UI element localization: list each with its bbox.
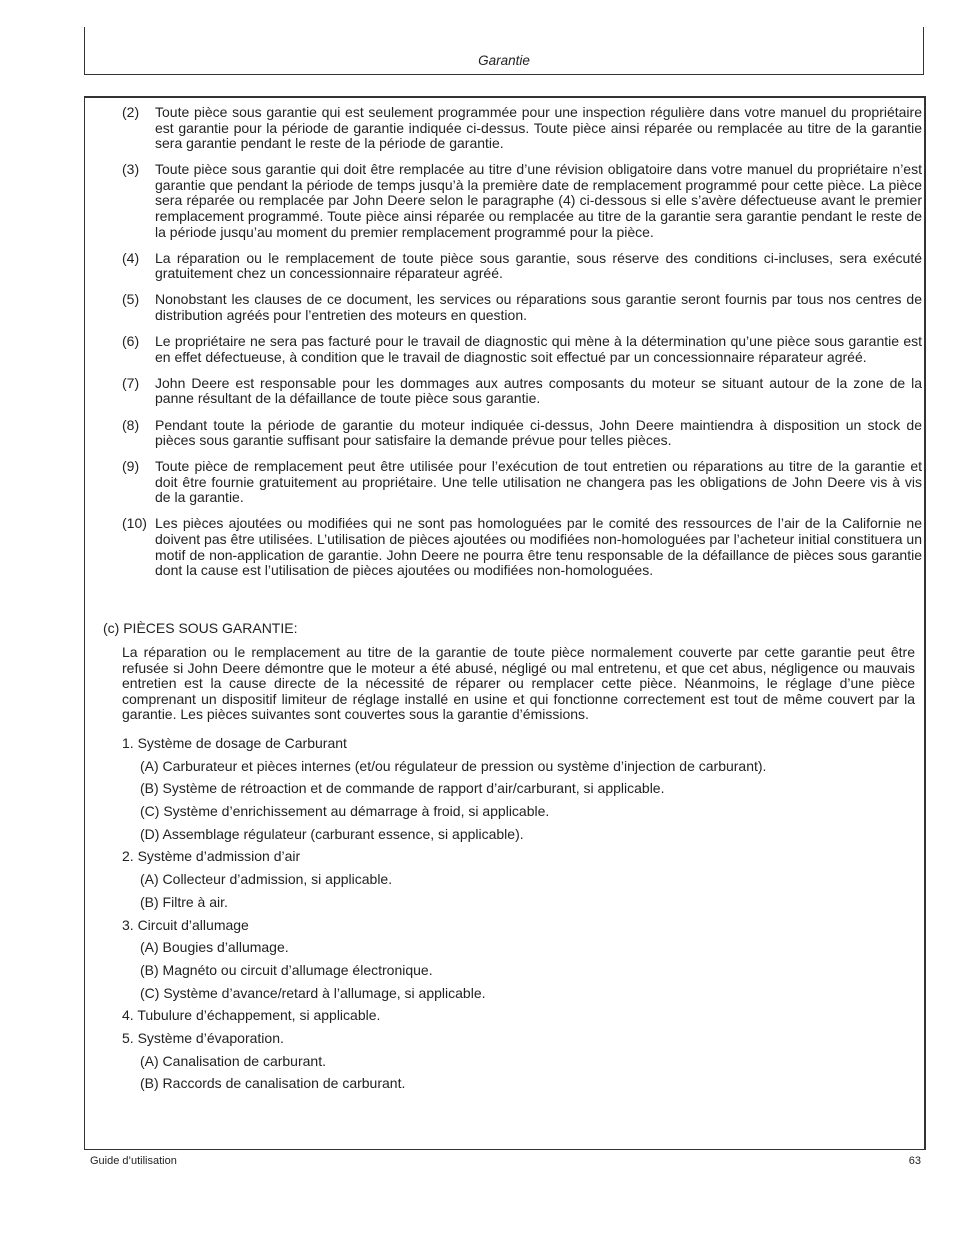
footer-guide-title: Guide d’utilisation <box>90 1155 177 1167</box>
page-title: Garantie <box>478 53 530 68</box>
parts-list-subitem: (B) Raccords de canalisation de carburant. <box>140 1075 406 1092</box>
parts-list-item: 2. Système d’admission d’air <box>122 848 301 865</box>
list-item <box>122 516 922 578</box>
section-paragraph: La réparation ou le remplacement au titre de la garantie de toute pièce normalement couverte par cette garantie peut être refusée si John Deere démontre que le moteur a été abusé, négligé ou mal entretenu, et que cet abus, négligence ou mauvais entretien est la cause directe de la nécessité de réparer ou remplacer cette pièce. Néanmoins, le réglage d’une pièce comprenant un dispositif limiteur de réglage installé en usine et qui fonctionne correctement est tout de même couvert par la garantie. Les pièces suivantes sont couvertes sous la garantie d’émissions. <box>122 644 915 722</box>
parts-list-subitem: (B) Filtre à air. <box>140 893 228 910</box>
item-number: (10) <box>122 515 147 532</box>
section-heading: (c) PIÈCES SOUS GARANTIE: <box>103 620 298 636</box>
item-text: La réparation ou le remplacement de toute pièce sous garantie, sous réserve des conditions ci-incluses, sera exécuté gratuitement chez un concessionnaire réparateur agréé. <box>155 249 922 282</box>
item-number: (2) <box>122 104 140 120</box>
item-number: (4) <box>122 249 140 266</box>
parts-list-subitem: (A) Canalisation de carburant. <box>140 1052 326 1069</box>
parts-list-subitem: (A) Carburateur et pièces internes (et/ou régulateur de pression ou système d’injection de carburant). <box>140 757 767 774</box>
list-item <box>122 292 922 323</box>
item-text: Le propriétaire ne sera pas facturé pour le travail de diagnostic qui mène à la détermination qu’une pièce sous garantie est en effet défectueuse, à condition que le travail de diagnostic soit effectué par un concessionnaire réparateur agréé. <box>155 333 922 365</box>
parts-list-subitem: (C) Système d’avance/retard à l’allumage, si applicable. <box>140 984 486 1001</box>
parts-list-subitem: (A) Bougies d’allumage. <box>140 939 289 956</box>
page-header <box>84 27 924 75</box>
item-text: Pendant toute la période de garantie du moteur indiquée ci-dessus, John Deere maintiendra à disposition un stock de pièces sous garantie suffisant pour satisfaire la demande prévue pour telles pièces. <box>155 416 922 449</box>
item-number: (8) <box>122 416 140 433</box>
parts-list-item: 3. Circuit d’allumage <box>122 916 249 933</box>
item-text: Toute pièce sous garantie qui doit être remplacée au titre d’une révision obligatoire dans votre manuel du propriétaire n’est garantie que pendant la période de temps jusqu’à la première date de remplacement programmé pour cette pièce. La pièce sera réparée ou remplacée par John Deere selon le paragraphe (4) ci-dessous si elle s’avère défectueuse avant le premier remplacement programmé. Toute pièce ainsi réparée ou remplacée au titre de la garantie sera garantie pendant le reste de la période jusqu’au moment du premier remplacement programmé pour la pièce. <box>155 161 922 240</box>
item-text: Toute pièce sous garantie qui est seulement programmée pour une inspection régulière dans votre manuel du propriétaire est garantie pour la période de garantie indiquée ci-dessus. Toute pièce ainsi réparée ou remplacée au titre de la garantie sera garantie pendant le reste de la période de garantie. <box>155 104 922 152</box>
warranty-items <box>122 105 922 589</box>
covered-parts-list <box>122 732 912 1095</box>
item-number: (9) <box>122 458 140 475</box>
item-number: (3) <box>122 161 140 178</box>
item-number: (7) <box>122 374 140 391</box>
list-item <box>122 251 922 282</box>
item-number: (6) <box>122 333 140 350</box>
parts-list-subitem: (B) Système de rétroaction et de commande de rapport d’air/carburant, si applicable. <box>140 780 665 797</box>
list-item <box>122 105 922 152</box>
parts-list-subitem: (C) Système d’enrichissement au démarrage à froid, si applicable. <box>140 803 550 820</box>
item-text: John Deere est responsable pour les dommages aux autres composants du moteur se situant autour de la zone de la panne résultant de la défaillance de toute pièce sous garantie. <box>155 374 922 407</box>
parts-list-subitem: (B) Magnéto ou circuit d’allumage électronique. <box>140 961 433 978</box>
item-text: Toute pièce de remplacement peut être utilisée pour l’exécution de tout entretien ou réparations au titre de la garantie et doit être fournie gratuitement au propriétaire. Une telle utilisation ne changera pas les obligations de John Deere vis à vis de la garantie. <box>155 458 922 506</box>
parts-list-subitem: (A) Collecteur d’admission, si applicable. <box>140 871 393 888</box>
parts-list-item: 5. Système d’évaporation. <box>122 1029 284 1046</box>
item-number: (5) <box>122 291 140 308</box>
list-item <box>122 334 922 365</box>
parts-list-subitem: (D) Assemblage régulateur (carburant essence, si applicable). <box>140 825 524 842</box>
list-item <box>122 418 922 449</box>
item-text: Nonobstant les clauses de ce document, les services ou réparations sous garantie seront fournis par tous nos centres de distribution agréés pour l’entretien des moteurs en question. <box>155 291 922 324</box>
list-item <box>122 162 922 240</box>
list-item <box>122 459 922 506</box>
page-number: 63 <box>908 1155 921 1167</box>
item-text: Les pièces ajoutées ou modifiées qui ne sont pas homologuées par le comité des ressources de l’air de la Californie ne doivent pas être utilisées. L’utilisation de pièces ajoutées ou modifiées non-homologuées par l’acheteur initial constituera un motif de non-application de garantie. John Deere ne pourra être tenu responsable de la défaillance de pièces sous garantie dont la cause est l’utilisation de pièces ajoutées ou modifiées non-homologuées. <box>155 515 922 579</box>
list-item <box>122 376 922 407</box>
parts-list-item: 4. Tubulure d’échappement, si applicable. <box>122 1007 381 1024</box>
parts-list-item: 1. Système de dosage de Carburant <box>122 735 347 751</box>
content-frame <box>84 96 926 1150</box>
